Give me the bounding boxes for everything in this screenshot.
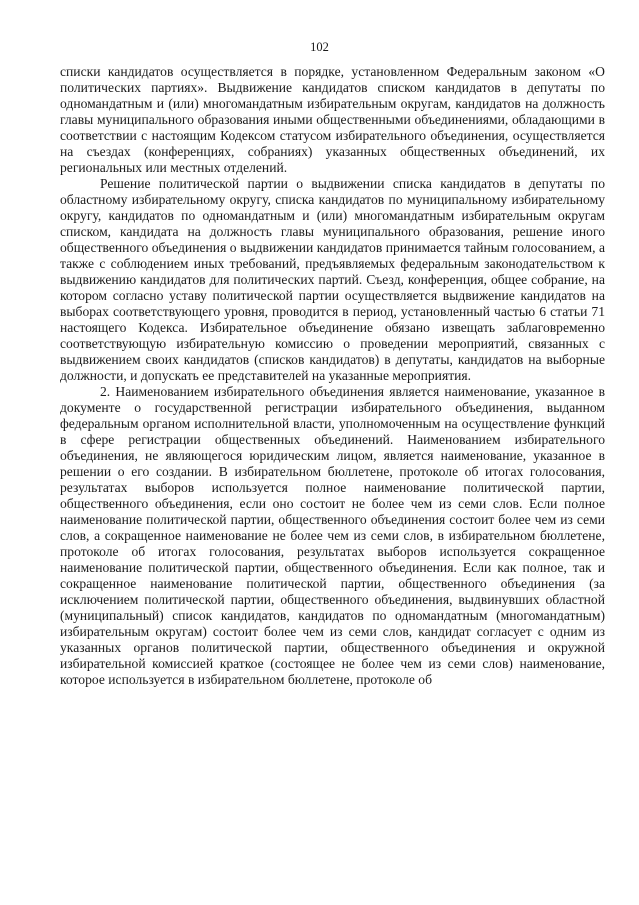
paragraph-party-decision: Решение политической партии о выдвижении списка кандидатов в депутаты по областному избирательному округу, списка кандидатов по муниципальному избирательному округу, кандидатов по одномандатным и (или) многомандатным избирательным округам списком, кандидата на должность главы муниципального образования, решение иного общественного объединения о выдвижении кандидатов принимается тайным голосованием, а также с соблюдением иных требований, предъявляемых федеральным законодательством к выдвижению кандидатов для политических партий. Съезд, конференция, общее собрание, на котором согласно уставу политической партии осуществляется выдвижение кандидатов на выборах соответствующего уровня, проводится в период, установленный частью 6 статьи 71 настоящего Кодекса. Избирательное объединение обязано извещать заблаговременно соответствующую избирательную комиссию о проведении мероприятий, связанных с выдвижением своих кандидатов (списков кандидатов) в депутаты, кандидатов на выборные должности, и допускать ее представителей на указанные мероприятия. bbox=[60, 176, 605, 383]
page-number: 102 bbox=[310, 40, 329, 54]
paragraph-association-name: 2. Наименованием избирательного объединения является наименование, указанное в документе о государственной регистрации избирательного объединения, выданном федеральным органом исполнительной власти, уполномоченным на осуществление функций в сфере регистрации общественных объединений. Наименованием избирательного объединения, не являющегося юридическим лицом, является наименование, указанное в решении о его создании. В избирательном бюллетене, протоколе об итогах голосования, результатах выборов используется полное наименование политической партии, общественного объединения, если оно состоит не более чем из семи слов. Если полное наименование политической партии, общественного объединения состоит более чем из семи слов, а сокращенное наименование не более чем из семи слов, в избирательном бюллетене, протоколе об итогах голосования, результатах выборов используется сокращенное наименование политической партии, общественного объединения. Если как полное, так и сокращенное наименование политической партии, общественного объединения (за исключением политической партии, общественного объединения, выдвинувших областной (муниципальный) список кандидатов, кандидатов по одномандатным (многомандатным) избирательным округам) состоит более чем из семи слов, кандидат согласует с одним из указанных органов политической партии, общественного объединения и окружной избирательной комиссией краткое (состоящее не более чем из семи слов) наименование, которое используется в избирательном бюллетене, протоколе об bbox=[60, 384, 605, 687]
paragraph-continuation: списки кандидатов осуществляется в порядке, установленном Федеральным законом «О политических партиях». Выдвижение кандидатов списком кандидатов в депутаты по одномандатным и (или) многомандатным избирательным округам, кандидатов на должность главы муниципального образования иными общественными объединениями, обладающими в соответствии с настоящим Кодексом статусом избирательного объединения, осуществляется на съездах (конференциях, собраниях) указанных общественных объединений, их региональных или местных отделений. bbox=[60, 64, 605, 175]
document-body bbox=[60, 64, 605, 688]
